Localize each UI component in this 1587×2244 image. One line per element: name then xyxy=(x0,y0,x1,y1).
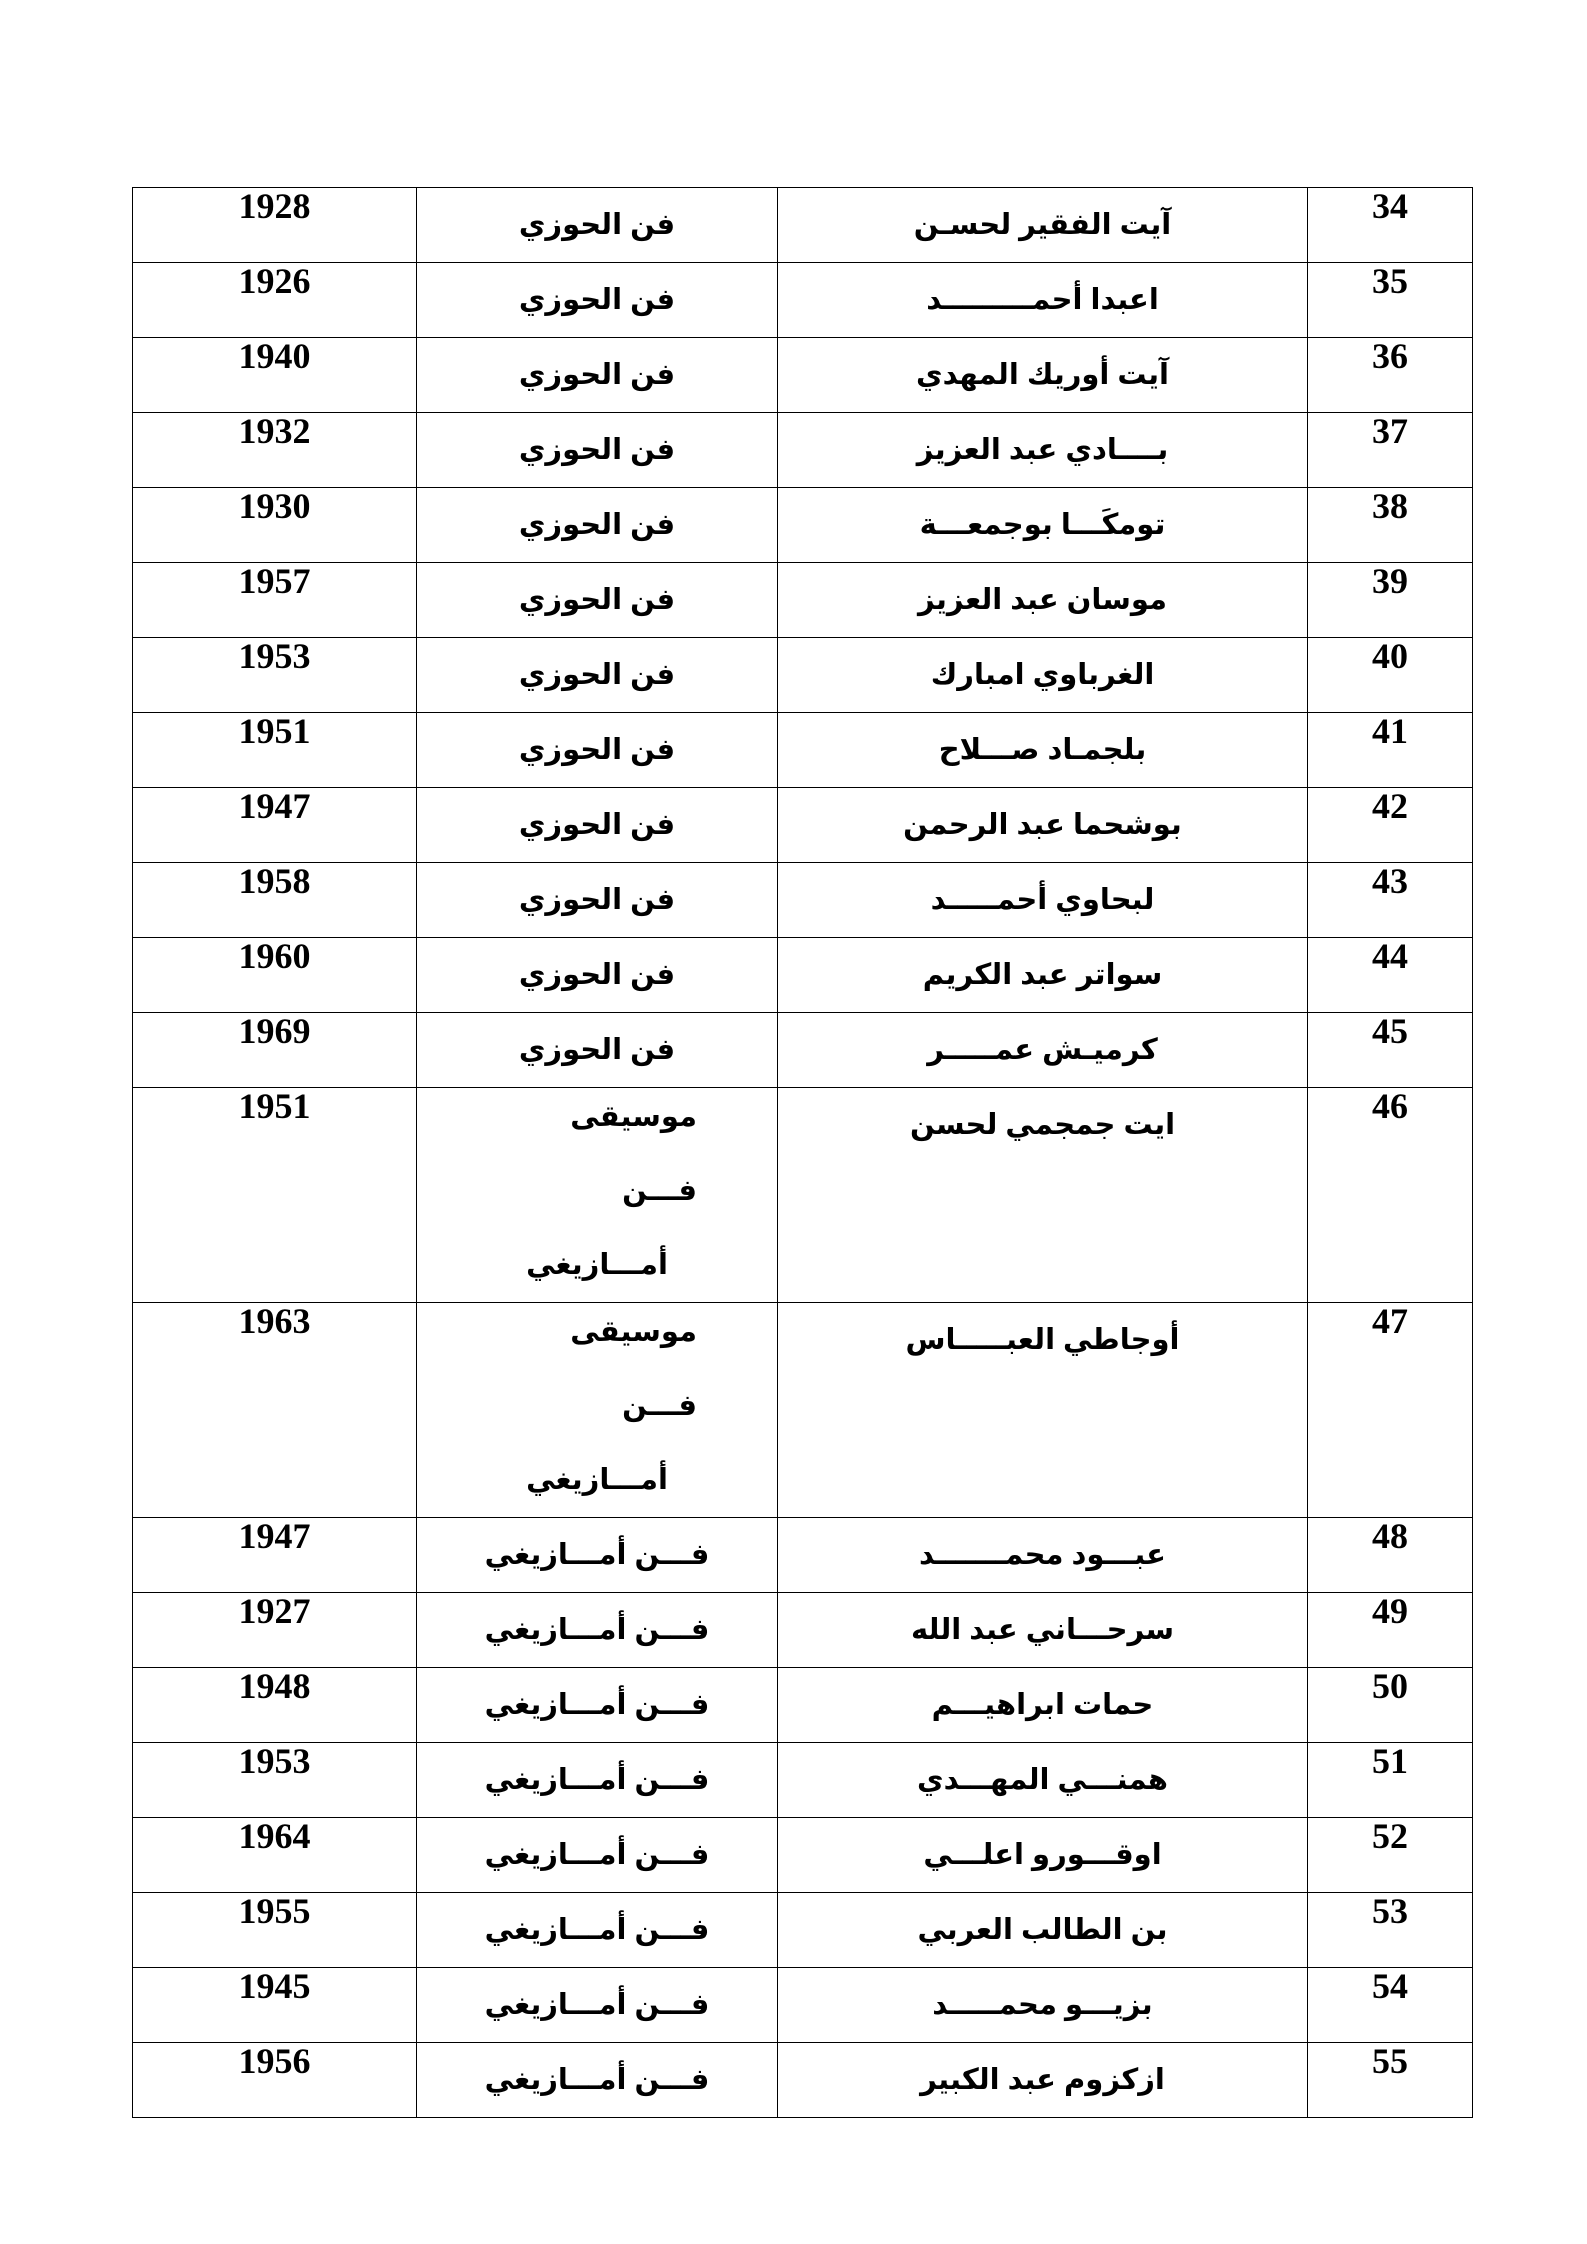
table-row xyxy=(133,413,1473,488)
year-cell: 1951 xyxy=(133,713,417,788)
table-row xyxy=(133,1088,1473,1303)
genre-text: فن الحوزي xyxy=(518,1034,676,1066)
name-cell xyxy=(778,1968,1308,2043)
genre-cell xyxy=(417,1088,778,1303)
genre-text: فن الحوزي xyxy=(518,209,676,241)
table-row xyxy=(133,1743,1473,1818)
year-cell: 1958 xyxy=(133,863,417,938)
number-cell: 55 xyxy=(1308,2043,1473,2118)
number-cell: 42 xyxy=(1308,788,1473,863)
name-text: بلجمـاد صـــلاح xyxy=(938,734,1147,766)
table-row xyxy=(133,638,1473,713)
genre-cell xyxy=(417,638,778,713)
year-cell: 1960 xyxy=(133,938,417,1013)
year-cell: 1940 xyxy=(133,338,417,413)
year-cell: 1951 xyxy=(133,1088,417,1303)
name-cell xyxy=(778,1088,1308,1303)
table-row xyxy=(133,863,1473,938)
name-cell xyxy=(778,713,1308,788)
name-text: لبحاوي أحمـــــد xyxy=(930,884,1155,916)
table-row xyxy=(133,788,1473,863)
genre-cell xyxy=(417,1968,778,2043)
genre-cell xyxy=(417,263,778,338)
table-row xyxy=(133,1818,1473,1893)
table-row xyxy=(133,1013,1473,1088)
genre-cell xyxy=(417,2043,778,2118)
number-cell: 44 xyxy=(1308,938,1473,1013)
name-cell xyxy=(778,413,1308,488)
genre-text: فن الحوزي xyxy=(518,959,676,991)
name-cell xyxy=(778,338,1308,413)
name-text: حمات ابراهيـــم xyxy=(931,1689,1154,1721)
name-text: سرحـــاني عبد الله xyxy=(910,1614,1175,1646)
table-row xyxy=(133,713,1473,788)
number-cell: 45 xyxy=(1308,1013,1473,1088)
genre-text: فن الحوزي xyxy=(518,434,676,466)
number-cell: 36 xyxy=(1308,338,1473,413)
genre-cell xyxy=(417,1013,778,1088)
name-cell xyxy=(778,1743,1308,1818)
table-row xyxy=(133,1303,1473,1518)
name-text: آيت أوريك المهدي xyxy=(916,359,1169,391)
number-cell: 54 xyxy=(1308,1968,1473,2043)
genre-cell xyxy=(417,413,778,488)
table-row xyxy=(133,1593,1473,1668)
genre-text: فـــن أمـــازيغي xyxy=(484,1764,710,1796)
genre-cell xyxy=(417,1818,778,1893)
genre-text: فن الحوزي xyxy=(518,284,676,316)
name-cell xyxy=(778,488,1308,563)
genre-text: فـــن أمـــازيغي xyxy=(484,1839,710,1871)
name-text: تومكَـــا بوجمعـــة xyxy=(919,509,1166,541)
genre-cell xyxy=(417,863,778,938)
name-text: بن الطالب العربي xyxy=(917,1914,1168,1946)
genre-cell xyxy=(417,1743,778,1818)
name-text: اعبدا أحمـــــــــد xyxy=(926,284,1159,316)
year-cell: 1945 xyxy=(133,1968,417,2043)
roster-table-body xyxy=(133,188,1473,2118)
genre-cell xyxy=(417,563,778,638)
table-row xyxy=(133,338,1473,413)
name-cell xyxy=(778,638,1308,713)
number-cell: 34 xyxy=(1308,188,1473,263)
year-cell: 1947 xyxy=(133,788,417,863)
name-text: همنـــي المهـــدي xyxy=(916,1764,1168,1796)
genre-text: فـــن أمـــازيغي xyxy=(484,1539,710,1571)
name-text: بــــادي عبد العزيز xyxy=(916,434,1169,466)
name-text: عبـــود محمـــــــد xyxy=(919,1539,1166,1571)
name-text: سواتر عبد الكريم xyxy=(922,959,1163,991)
genre-text: موسيقى فـــن أمـــازيغي xyxy=(526,1316,697,1496)
genre-cell xyxy=(417,1668,778,1743)
number-cell: 53 xyxy=(1308,1893,1473,1968)
table-row xyxy=(133,1668,1473,1743)
number-cell: 52 xyxy=(1308,1818,1473,1893)
table-row xyxy=(133,1893,1473,1968)
number-cell: 35 xyxy=(1308,263,1473,338)
name-cell xyxy=(778,863,1308,938)
number-cell: 39 xyxy=(1308,563,1473,638)
genre-text: فن الحوزي xyxy=(518,584,676,616)
number-cell: 41 xyxy=(1308,713,1473,788)
genre-cell xyxy=(417,1518,778,1593)
genre-text: فن الحوزي xyxy=(518,734,676,766)
name-cell xyxy=(778,1013,1308,1088)
name-text: موسان عبد العزيز xyxy=(918,584,1167,616)
name-text: بوشحما عبد الرحمن xyxy=(903,809,1182,841)
number-cell: 49 xyxy=(1308,1593,1473,1668)
genre-cell xyxy=(417,713,778,788)
name-text: ازكزوم عبد الكبير xyxy=(920,2064,1165,2096)
name-cell xyxy=(778,1518,1308,1593)
table-row xyxy=(133,1968,1473,2043)
name-text: ايت جمجمي لحسن xyxy=(909,1109,1176,1141)
year-cell: 1930 xyxy=(133,488,417,563)
year-cell: 1955 xyxy=(133,1893,417,1968)
genre-cell xyxy=(417,338,778,413)
name-text: كرميـش عمـــــر xyxy=(927,1034,1158,1066)
name-cell xyxy=(778,2043,1308,2118)
name-cell xyxy=(778,788,1308,863)
year-cell: 1953 xyxy=(133,638,417,713)
year-cell: 1947 xyxy=(133,1518,417,1593)
genre-text: فن الحوزي xyxy=(518,809,676,841)
number-cell: 46 xyxy=(1308,1088,1473,1303)
table-row xyxy=(133,488,1473,563)
table-row xyxy=(133,263,1473,338)
genre-text: فـــن أمـــازيغي xyxy=(484,1614,710,1646)
year-cell: 1948 xyxy=(133,1668,417,1743)
name-text: بزيـــو محمـــــد xyxy=(932,1989,1153,2021)
table-row xyxy=(133,188,1473,263)
name-cell xyxy=(778,1818,1308,1893)
name-text: آيت الفقير لحسـن xyxy=(913,209,1172,241)
name-cell xyxy=(778,563,1308,638)
year-cell: 1956 xyxy=(133,2043,417,2118)
genre-text: فـــن أمـــازيغي xyxy=(484,2064,710,2096)
genre-text: فن الحوزي xyxy=(518,509,676,541)
number-cell: 51 xyxy=(1308,1743,1473,1818)
genre-text: فـــن أمـــازيغي xyxy=(484,1689,710,1721)
genre-text: فـــن أمـــازيغي xyxy=(484,1989,710,2021)
year-cell: 1957 xyxy=(133,563,417,638)
year-cell: 1963 xyxy=(133,1303,417,1518)
name-cell xyxy=(778,1303,1308,1518)
year-cell: 1953 xyxy=(133,1743,417,1818)
table-row xyxy=(133,938,1473,1013)
number-cell: 50 xyxy=(1308,1668,1473,1743)
year-cell: 1926 xyxy=(133,263,417,338)
genre-cell xyxy=(417,938,778,1013)
name-text: أوجاطي العبـــــاس xyxy=(905,1324,1180,1356)
name-cell xyxy=(778,263,1308,338)
genre-text: فن الحوزي xyxy=(518,359,676,391)
roster-table xyxy=(132,187,1473,2118)
genre-cell xyxy=(417,1593,778,1668)
year-cell: 1928 xyxy=(133,188,417,263)
table-row xyxy=(133,1518,1473,1593)
name-text: اوقـــورو اعلـــي xyxy=(923,1839,1162,1871)
genre-cell xyxy=(417,1893,778,1968)
year-cell: 1964 xyxy=(133,1818,417,1893)
genre-text: فن الحوزي xyxy=(518,884,676,916)
genre-cell xyxy=(417,1303,778,1518)
table-row xyxy=(133,2043,1473,2118)
genre-cell xyxy=(417,788,778,863)
name-cell xyxy=(778,1668,1308,1743)
name-cell xyxy=(778,1893,1308,1968)
name-cell xyxy=(778,938,1308,1013)
genre-cell xyxy=(417,188,778,263)
number-cell: 43 xyxy=(1308,863,1473,938)
name-text: الغرباوي امبارك xyxy=(930,659,1155,691)
genre-text: فـــن أمـــازيغي xyxy=(484,1914,710,1946)
genre-text: فن الحوزي xyxy=(518,659,676,691)
table-row xyxy=(133,563,1473,638)
number-cell: 37 xyxy=(1308,413,1473,488)
number-cell: 47 xyxy=(1308,1303,1473,1518)
year-cell: 1927 xyxy=(133,1593,417,1668)
number-cell: 40 xyxy=(1308,638,1473,713)
year-cell: 1969 xyxy=(133,1013,417,1088)
name-cell xyxy=(778,1593,1308,1668)
year-cell: 1932 xyxy=(133,413,417,488)
genre-cell xyxy=(417,488,778,563)
genre-text: موسيقى فـــن أمـــازيغي xyxy=(526,1101,697,1281)
number-cell: 48 xyxy=(1308,1518,1473,1593)
name-cell xyxy=(778,188,1308,263)
number-cell: 38 xyxy=(1308,488,1473,563)
